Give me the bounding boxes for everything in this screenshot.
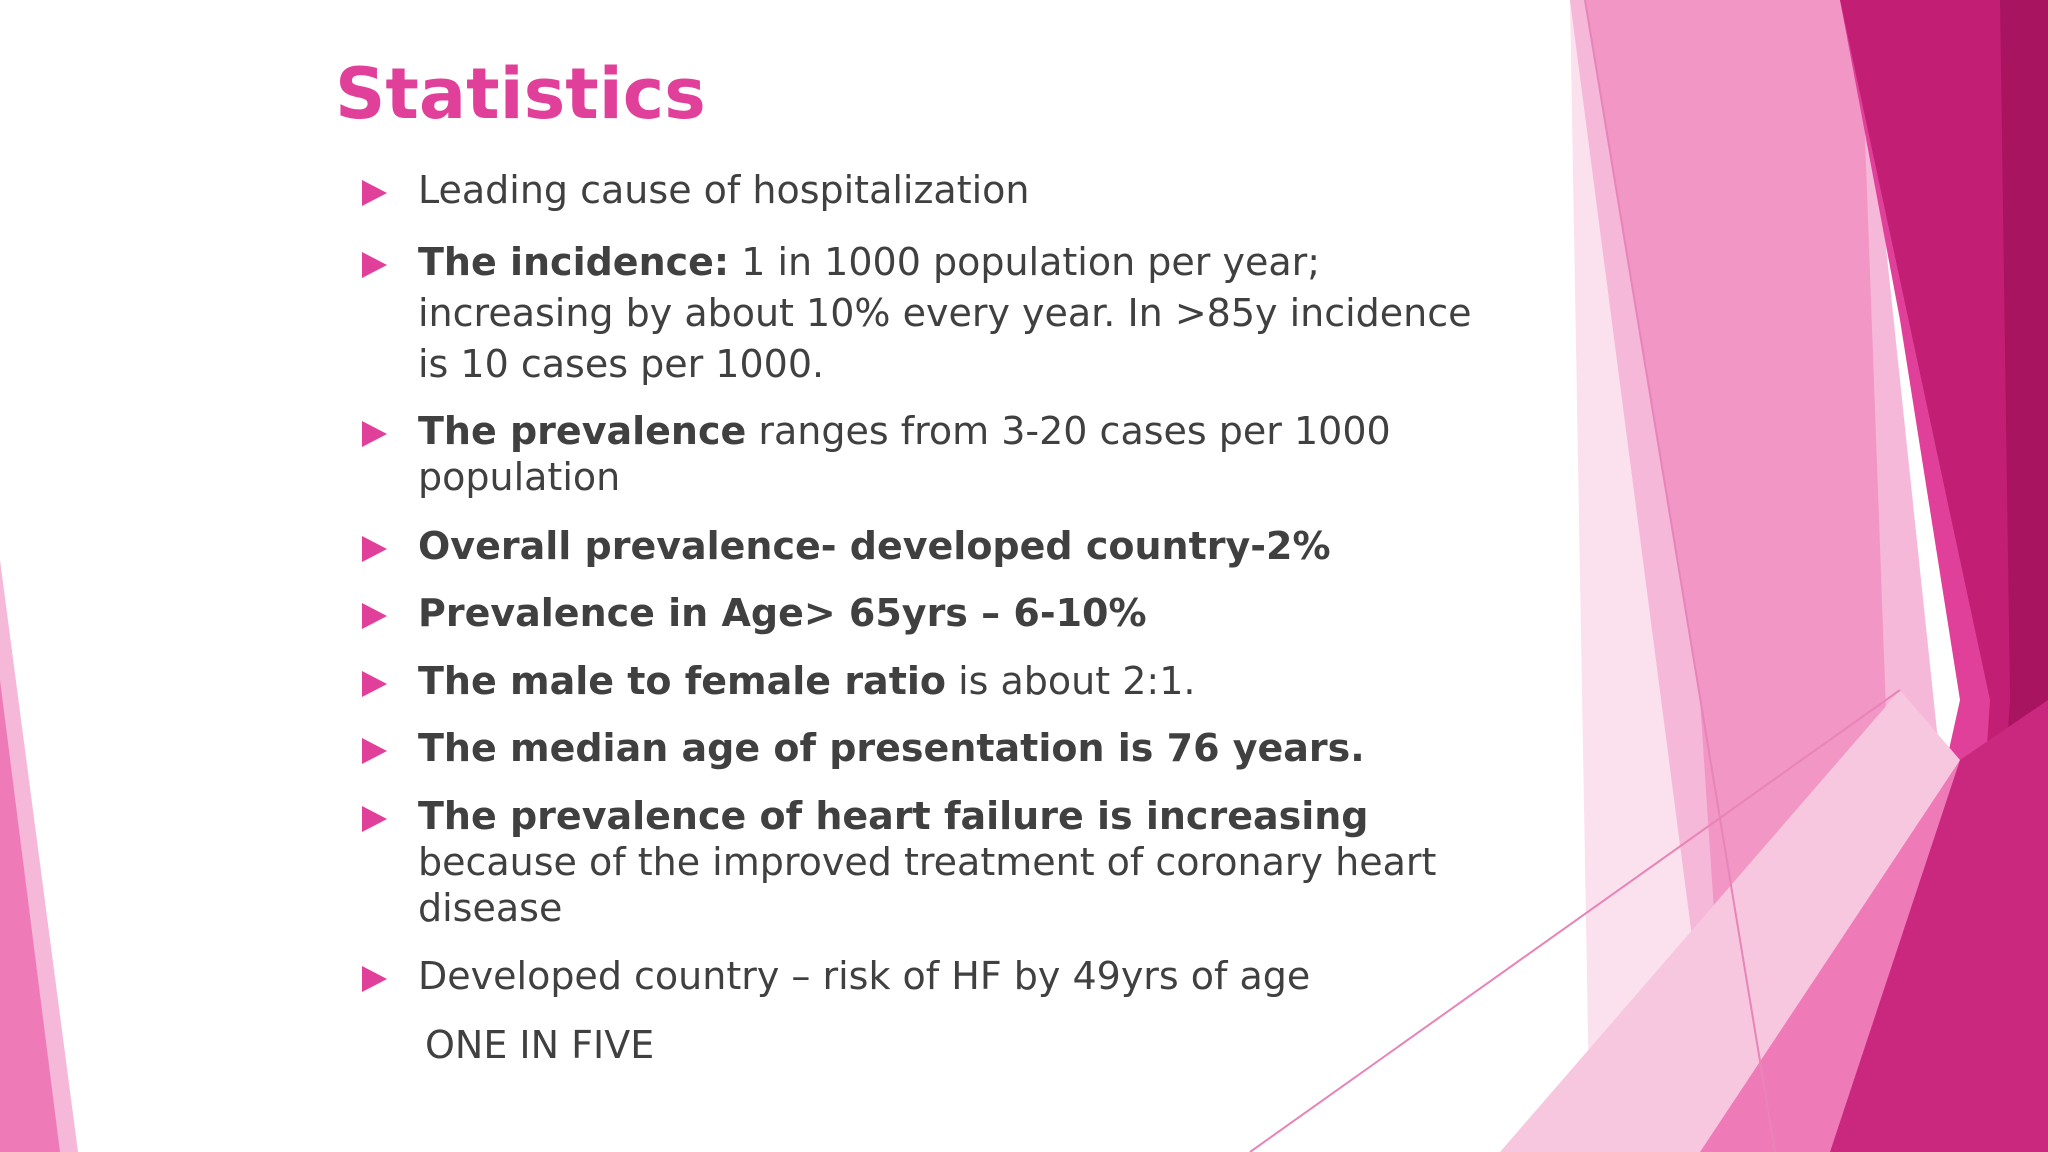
bullet-arrow-icon: [362, 252, 387, 278]
bullet-bold-text: Prevalence in Age> 65yrs – 6-10%: [418, 591, 1147, 635]
bullet-normal-text: Developed country – risk of HF by 49yrs of age: [418, 954, 1311, 998]
bullet-text: [418, 521, 1480, 572]
bullet-normal-text: because of the improved treatment of coronary heart disease: [418, 840, 1437, 930]
bullet-text: [418, 408, 1480, 500]
bullet-text: [418, 165, 1480, 216]
bullet-item: [360, 408, 1480, 500]
bullet-normal-text: 1 in 1000 population per year; increasing by about 10% every year. In >85y incidence is 10 cases per 1000.: [418, 240, 1472, 386]
slide-title: Statistics: [335, 53, 706, 135]
bullet-arrow-icon: [362, 671, 387, 697]
callout-note: ONE IN FIVE: [425, 1023, 655, 1067]
bullet-arrow-icon: [362, 603, 387, 629]
bullet-item: [360, 237, 1480, 390]
bullet-arrow-icon: [362, 421, 387, 447]
bullet-text: [418, 951, 1480, 1002]
bullet-text: [418, 588, 1480, 639]
bullet-bold-text: The male to female ratio: [418, 659, 946, 703]
bullet-item: [360, 793, 1480, 931]
bullet-text: [418, 793, 1480, 931]
bullet-arrow-icon: [362, 806, 387, 832]
bullet-normal-text: ranges from 3-20 cases per 1000 population: [418, 409, 1391, 499]
bullet-arrow-icon: [362, 536, 387, 562]
bullet-bold-text: The prevalence of heart failure is increasing: [418, 794, 1369, 838]
bullet-arrow-icon: [362, 180, 387, 206]
bullet-item: [360, 521, 1480, 572]
bullet-bold-text: The median age of presentation is 76 years.: [418, 726, 1365, 770]
bullet-item: [360, 656, 1480, 707]
bullet-arrow-icon: [362, 738, 387, 764]
bullet-item: [360, 588, 1480, 639]
bullet-normal-text: Leading cause of hospitalization: [418, 168, 1030, 212]
bullet-arrow-icon: [362, 966, 387, 992]
bullet-item: [360, 951, 1480, 1002]
bullet-text: [418, 723, 1480, 774]
bullet-bold-text: The prevalence: [418, 409, 747, 453]
bullet-bold-text: Overall prevalence- developed country-2%: [418, 524, 1331, 568]
bullet-item: [360, 165, 1480, 216]
bullet-text: [418, 237, 1480, 390]
bullet-item: [360, 723, 1480, 774]
bullet-text: [418, 656, 1480, 707]
bullet-bold-text: The incidence:: [418, 240, 730, 284]
bullet-normal-text: is about 2:1.: [946, 659, 1196, 703]
